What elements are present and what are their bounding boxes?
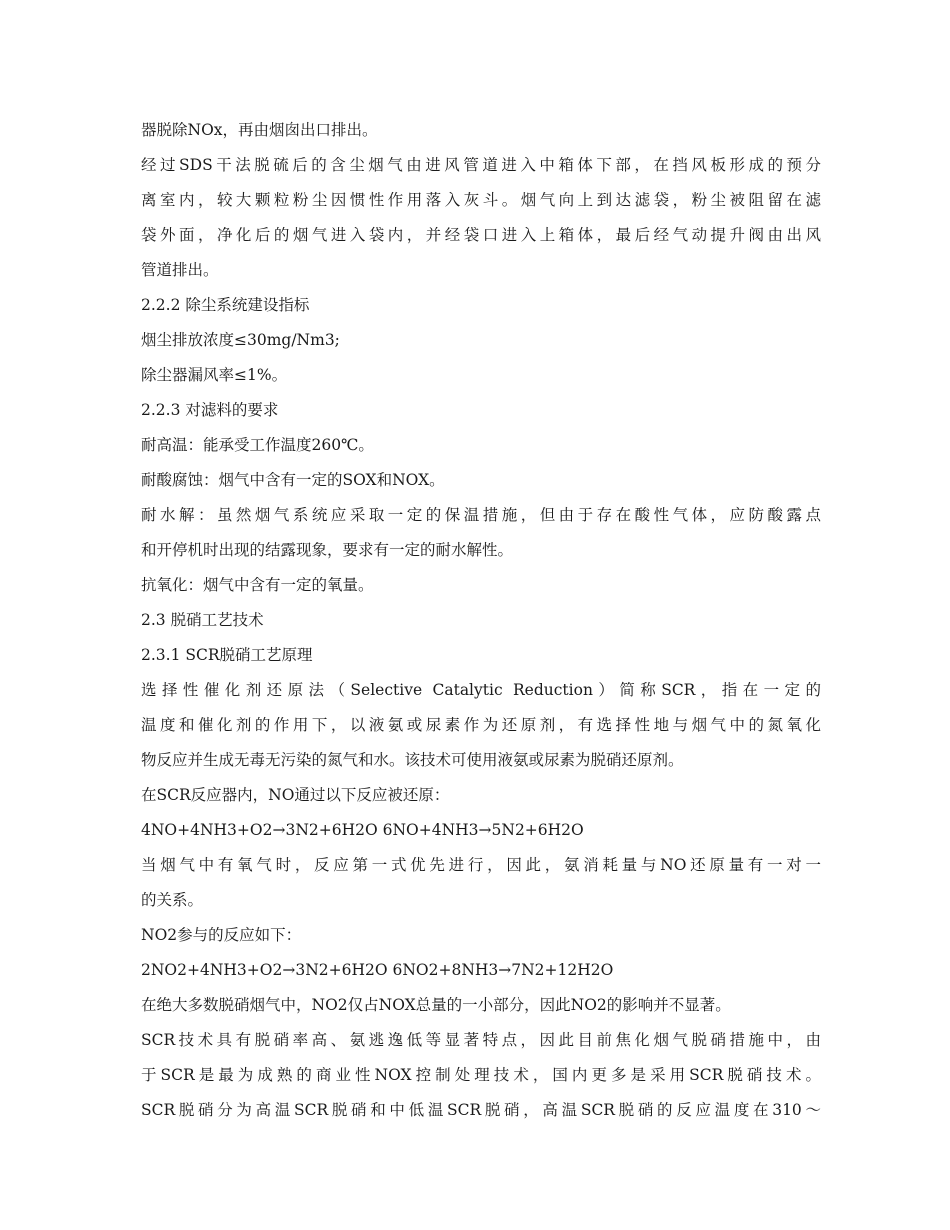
text-line: 当烟气中有氧气时，反应第一式优先进行，因此，氨消耗量与NO还原量有一对一: [141, 856, 821, 874]
text-line: 于SCR是最为成熟的商业性NOX控制处理技术，国内更多是采用SCR脱硝技术。: [141, 1066, 821, 1084]
text-line: 袋外面，净化后的烟气进入袋内，并经袋口进入上箱体，最后经气动提升阀由出风: [141, 226, 821, 244]
text-line: 耐水解：虽然烟气系统应采取一定的保温措施，但由于存在酸性气体，应防酸露点: [141, 506, 821, 524]
text-line: 2.2.3 对滤料的要求: [141, 401, 279, 419]
text-line: 2NO2+4NH3+O2→3N2+6H2O 6NO2+8NH3→7N2+12H2O: [141, 961, 614, 979]
text-line: 2.3 脱硝工艺技术: [141, 611, 264, 629]
text-line: 抗氧化：烟气中含有一定的氧量。: [141, 576, 374, 594]
text-line: NO2参与的反应如下：: [141, 926, 302, 944]
text-line: SCR脱硝分为高温SCR脱硝和中低温SCR脱硝，高温SCR脱硝的反应温度在310～: [141, 1101, 821, 1119]
text-line: 的关系。: [141, 891, 204, 909]
text-line: 物反应并生成无毒无污染的氮气和水。该技术可使用液氨或尿素为脱硝还原剂。: [141, 751, 684, 769]
text-line: 管道排出。: [141, 261, 219, 279]
text-line: 2.3.1 SCR脱硝工艺原理: [141, 646, 313, 664]
text-line: 选择性催化剂还原法（Selective Catalytic Reduction）简称SCR，指在一定的: [141, 681, 821, 699]
document-body: [141, 113, 821, 1128]
text-line: 2.2.2 除尘系统建设指标: [141, 296, 310, 314]
text-line: SCR技术具有脱硝率高、氨逃逸低等显著特点，因此目前焦化烟气脱硝措施中，由: [141, 1031, 821, 1049]
text-line: 耐高温：能承受工作温度260℃。: [141, 436, 374, 454]
text-line: 除尘器漏风率≤1%。: [141, 366, 288, 384]
text-line: 离室内，较大颗粒粉尘因惯性作用落入灰斗。烟气向上到达滤袋，粉尘被阻留在滤: [141, 191, 821, 209]
text-line: 耐酸腐蚀：烟气中含有一定的SOX和NOX。: [141, 471, 445, 489]
text-line: 在绝大多数脱硝烟气中，NO2仅占NOX总量的一小部分，因此NO2的影响并不显著。: [141, 996, 731, 1014]
text-line: 烟尘排放浓度≤30mg/Nm3;: [141, 331, 340, 349]
text-line: 4NO+4NH3+O2→3N2+6H2O 6NO+4NH3→5N2+6H2O: [141, 821, 584, 839]
text-line: 器脱除NOx，再由烟囱出口排出。: [141, 121, 378, 139]
text-line: 和开停机时出现的结露现象，要求有一定的耐水解性。: [141, 541, 514, 559]
text-line: 温度和催化剂的作用下，以液氨或尿素作为还原剂，有选择性地与烟气中的氮氧化: [141, 716, 821, 734]
text-line: 经过SDS干法脱硫后的含尘烟气由进风管道进入中箱体下部，在挡风板形成的预分: [141, 156, 821, 174]
text-line: 在SCR反应器内，NO通过以下反应被还原：: [141, 786, 450, 804]
